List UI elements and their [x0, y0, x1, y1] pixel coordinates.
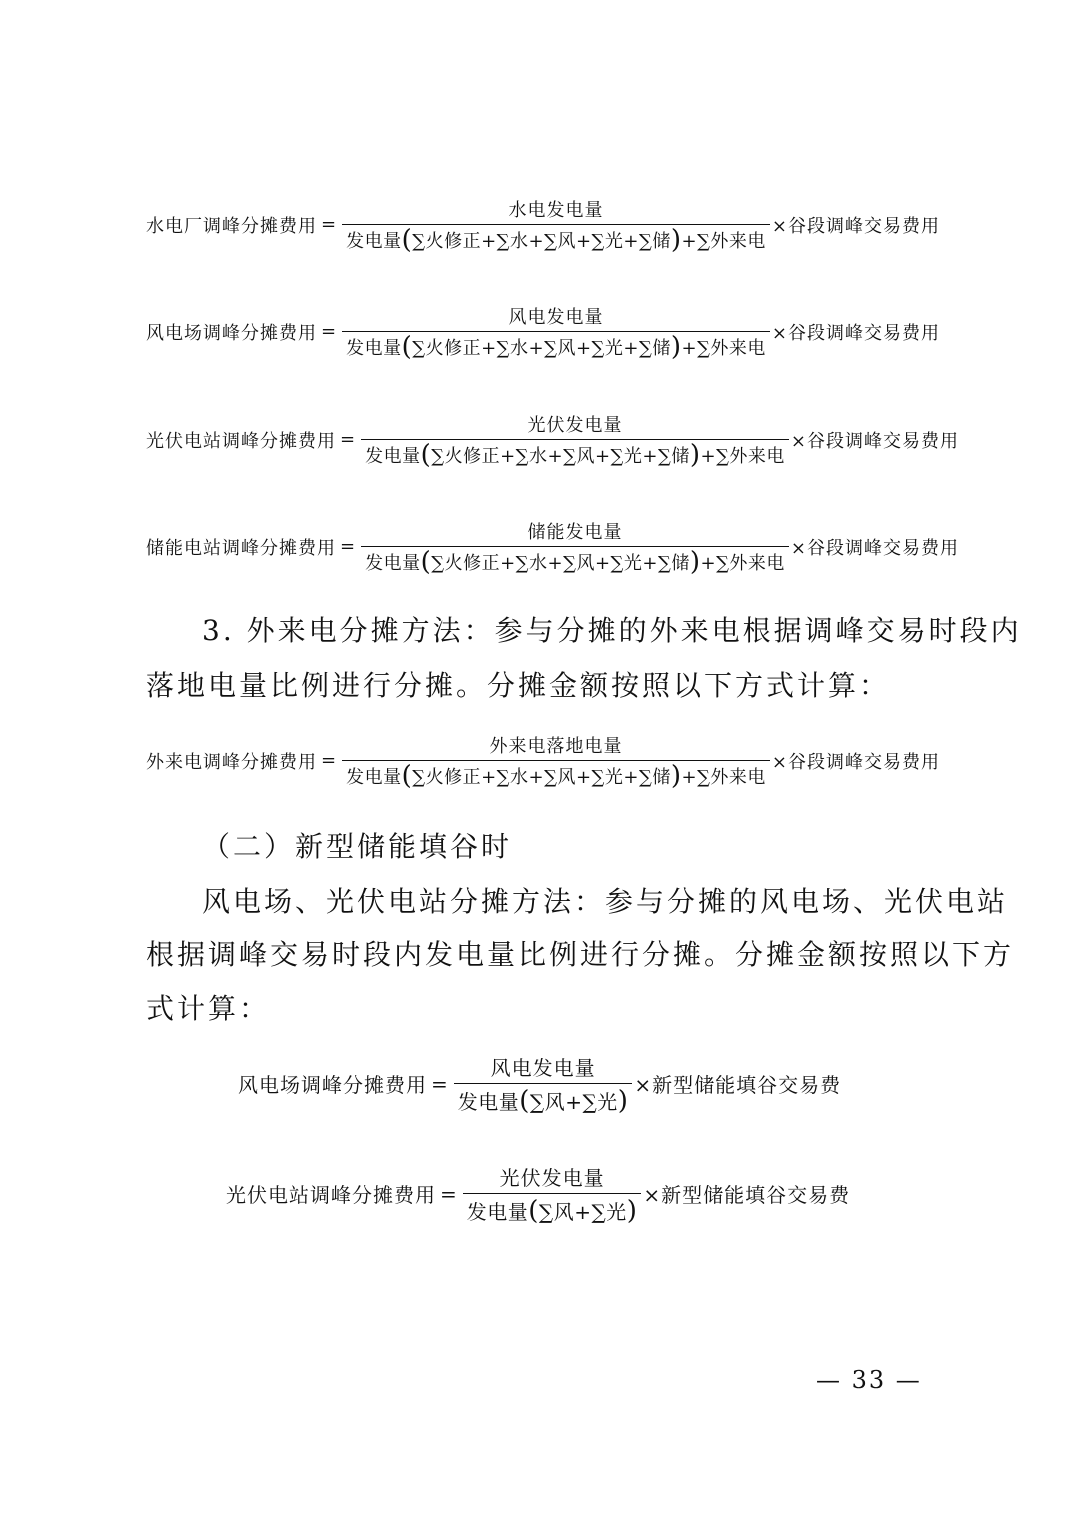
denominator-prefix: 发电量: [346, 338, 402, 359]
denominator-inner: ∑火修正+∑水+∑风+∑光+∑储: [412, 231, 671, 252]
equals-sign: =: [321, 750, 337, 771]
fraction: [342, 732, 770, 789]
fraction: [342, 196, 770, 253]
fraction: [361, 411, 789, 468]
fraction-numerator: 光伏发电量: [499, 1166, 605, 1190]
fraction-denominator: [342, 224, 770, 253]
denominator-inner: ∑火修正+∑水+∑风+∑光+∑储: [412, 767, 671, 788]
fraction-numerator: 水电发电量: [508, 200, 604, 221]
page-number: — 33 —: [816, 1366, 922, 1394]
equals-sign: =: [321, 321, 337, 342]
denominator-prefix: 发电量: [346, 231, 402, 252]
formula-left-label: 光伏电站调峰分摊费用: [146, 430, 336, 452]
open-paren: (: [519, 1085, 530, 1116]
fraction-denominator: [361, 546, 789, 575]
fraction: [361, 518, 789, 575]
equals-sign: =: [431, 1071, 448, 1096]
body-paragraph-line: 式计算：: [146, 992, 271, 1025]
denominator-prefix: 发电量: [346, 767, 402, 788]
fraction-numerator: 储能发电量: [527, 522, 623, 543]
formula-left-label: 外来电调峰分摊费用: [146, 751, 317, 773]
fraction-denominator: [454, 1083, 633, 1115]
fraction-denominator: [342, 331, 770, 360]
denominator-inner: ∑火修正+∑水+∑风+∑光+∑储: [431, 446, 690, 467]
denominator-suffix: +∑外来电: [681, 338, 766, 359]
formula-right-term: ×谷段调峰交易费用: [771, 751, 941, 773]
fraction-numerator: 风电发电量: [508, 307, 604, 328]
equals-sign: =: [340, 536, 356, 557]
fraction-denominator: [361, 439, 789, 468]
formula-left-label: 风电场调峰分摊费用: [238, 1073, 427, 1097]
close-paren: ): [670, 225, 682, 255]
formula-right-term: ×新型储能填谷交易费: [643, 1183, 851, 1207]
denominator-prefix: 发电量: [466, 1200, 529, 1224]
open-paren: (: [528, 1195, 539, 1226]
denominator-suffix: +∑外来电: [681, 767, 766, 788]
formula-left-label: 风电场调峰分摊费用: [146, 322, 317, 344]
formula-right-term: ×谷段调峰交易费用: [771, 215, 941, 237]
denominator-suffix: +∑外来电: [700, 446, 785, 467]
open-paren: (: [401, 225, 413, 255]
fraction-numerator: 外来电落地电量: [489, 736, 623, 757]
formula-hydro: [146, 196, 940, 253]
body-paragraph-line: 3. 外来电分摊方法：参与分摊的外来电根据调峰交易时段内: [202, 614, 1022, 647]
fraction-numerator: 光伏发电量: [527, 415, 623, 436]
fraction-denominator: [463, 1193, 642, 1225]
close-paren: ): [689, 547, 701, 577]
body-paragraph-line: 落地电量比例进行分摊。分摊金额按照以下方式计算：: [146, 669, 891, 702]
formula-pv-storage: [226, 1162, 850, 1225]
open-paren: (: [420, 547, 432, 577]
formula-wind-storage: [238, 1052, 841, 1115]
formula-pv: [146, 411, 959, 468]
body-paragraph-line: 根据调峰交易时段内发电量比例进行分摊。分摊金额按照以下方: [146, 938, 1015, 971]
formula-left-label: 储能电站调峰分摊费用: [146, 537, 336, 559]
open-paren: (: [401, 332, 413, 362]
equals-sign: =: [321, 214, 337, 235]
formula-external: [146, 732, 940, 789]
formula-left-label: 水电厂调峰分摊费用: [146, 215, 317, 237]
close-paren: ): [626, 1195, 638, 1226]
denominator-prefix: 发电量: [457, 1090, 520, 1114]
equals-sign: =: [440, 1181, 457, 1206]
close-paren: ): [670, 332, 682, 362]
formula-right-term: ×谷段调峰交易费用: [790, 430, 960, 452]
formula-wind: [146, 303, 940, 360]
fraction: [454, 1052, 633, 1115]
formula-storage: [146, 518, 959, 575]
denominator-inner: ∑风+∑光: [529, 1090, 618, 1114]
open-paren: (: [401, 761, 413, 791]
denominator-prefix: 发电量: [365, 446, 421, 467]
fraction-denominator: [342, 760, 770, 789]
fraction: [463, 1162, 642, 1225]
open-paren: (: [420, 440, 432, 470]
close-paren: ): [670, 761, 682, 791]
body-paragraph-line: 风电场、光伏电站分摊方法：参与分摊的风电场、光伏电站: [202, 885, 1009, 918]
denominator-suffix: +∑外来电: [681, 231, 766, 252]
denominator-inner: ∑火修正+∑水+∑风+∑光+∑储: [431, 553, 690, 574]
formula-right-term: ×新型储能填谷交易费: [634, 1073, 842, 1097]
close-paren: ): [617, 1085, 629, 1116]
fraction: [342, 303, 770, 360]
denominator-suffix: +∑外来电: [700, 553, 785, 574]
section-heading: （二）新型储能填谷时: [202, 830, 513, 863]
formula-right-term: ×谷段调峰交易费用: [790, 537, 960, 559]
formula-right-term: ×谷段调峰交易费用: [771, 322, 941, 344]
fraction-numerator: 风电发电量: [490, 1056, 596, 1080]
denominator-inner: ∑风+∑光: [538, 1200, 627, 1224]
denominator-prefix: 发电量: [365, 553, 421, 574]
formula-left-label: 光伏电站调峰分摊费用: [226, 1183, 436, 1207]
equals-sign: =: [340, 429, 356, 450]
denominator-inner: ∑火修正+∑水+∑风+∑光+∑储: [412, 338, 671, 359]
close-paren: ): [689, 440, 701, 470]
